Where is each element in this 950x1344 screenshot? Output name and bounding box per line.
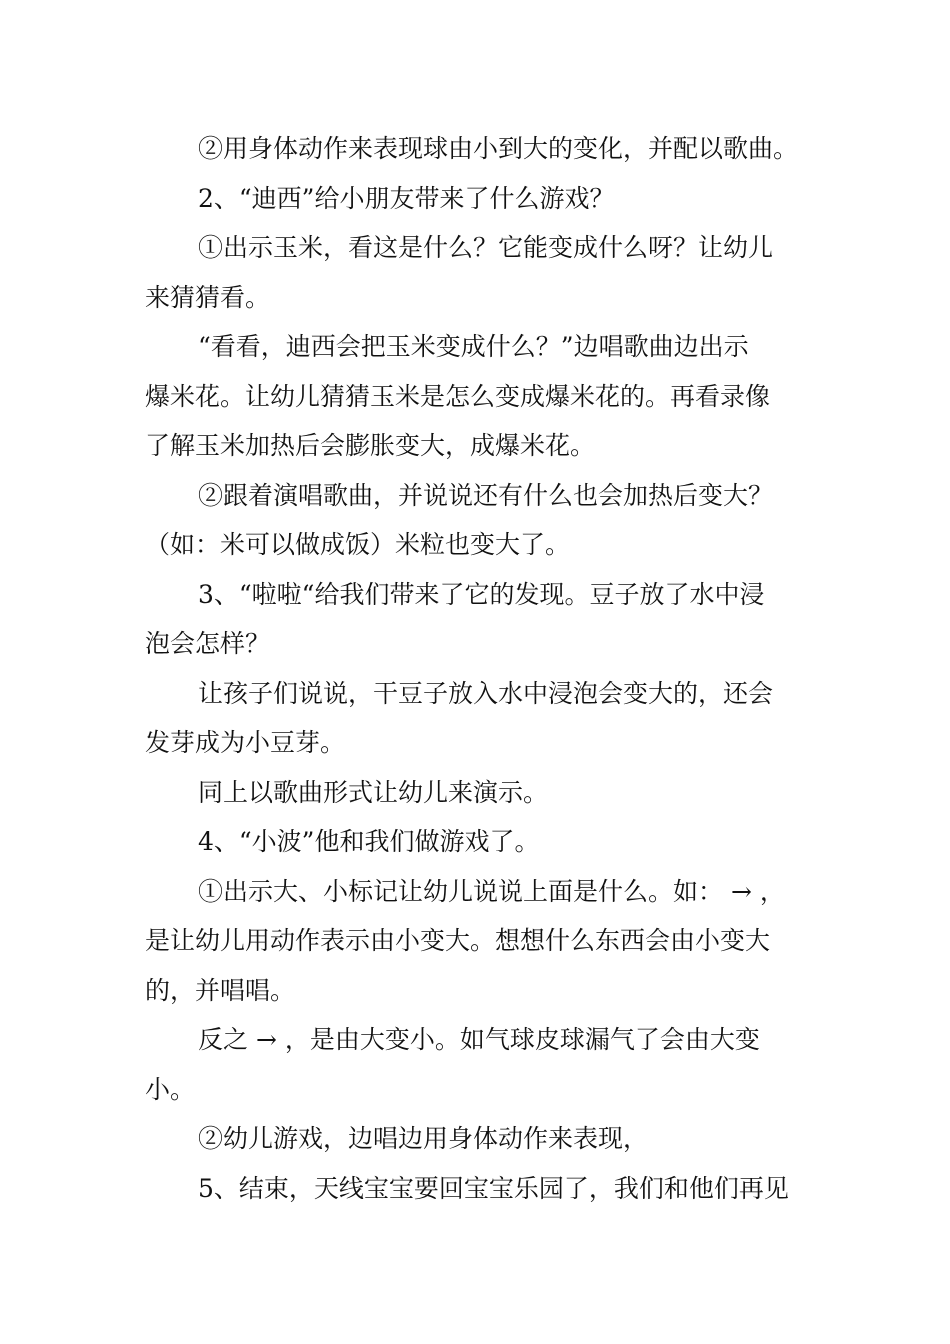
paragraph xyxy=(145,471,825,570)
text-line: ②幼儿游戏，边唱边用身体动作来表现， xyxy=(198,1124,649,1153)
text-line: 3、“啦啦“给我们带来了它的发现。豆子放了水中浸 xyxy=(198,579,765,609)
text-line: ②跟着演唱歌曲，并说说还有什么也会加热后变大？ xyxy=(198,480,774,510)
text-line: 的，并唱唱。 xyxy=(145,975,296,1005)
text-line: 2、“迪西”给小朋友带来了什么游戏？ xyxy=(198,183,615,213)
paragraph xyxy=(145,1015,825,1114)
paragraph xyxy=(145,669,825,768)
text-line: ②用身体动作来表现球由小到大的变化，并配以歌曲。 xyxy=(198,134,799,163)
document-body xyxy=(145,124,825,1213)
text-line: 是让幼儿用动作表示由小变大。想想什么东西会由小变大 xyxy=(145,926,771,955)
paragraph xyxy=(145,322,825,471)
text-line: 反之 → ，是由大变小。如气球皮球漏气了会由大变 xyxy=(198,1025,760,1054)
text-line: 爆米花。让幼儿猜猜玉米是怎么变成爆米花的。再看录像 xyxy=(145,381,771,411)
paragraph xyxy=(145,768,825,818)
text-line: 让孩子们说说，干豆子放入水中浸泡会变大的，还会 xyxy=(198,678,774,708)
text-line: 小。 xyxy=(145,1074,196,1104)
text-line: “看看，迪西会把玉米变成什么？”边唱歌曲边出示 xyxy=(198,332,749,361)
text-line: 泡会怎样？ xyxy=(145,629,271,658)
text-line: ①出示大、小标记让幼儿说说上面是什么。如： → ， xyxy=(198,876,785,906)
text-line: 了解玉米加热后会膨胀变大，成爆米花。 xyxy=(145,431,596,460)
paragraph xyxy=(145,124,825,174)
paragraph xyxy=(145,223,825,322)
text-line: 同上以歌曲形式让幼儿来演示。 xyxy=(198,777,549,807)
text-line: 发芽成为小豆芽。 xyxy=(145,728,346,757)
paragraph xyxy=(145,1114,825,1164)
paragraph xyxy=(145,570,825,669)
text-line: ①出示玉米，看这是什么？它能变成什么呀？让幼儿 xyxy=(198,233,774,262)
paragraph xyxy=(145,1164,825,1214)
text-line: 4、“小波”他和我们做游戏了。 xyxy=(198,827,540,856)
paragraph xyxy=(145,174,825,224)
paragraph xyxy=(145,867,825,1016)
text-line: （如：米可以做成饭）米粒也变大了。 xyxy=(145,530,571,559)
text-line: 来猜猜看。 xyxy=(145,282,271,312)
paragraph xyxy=(145,817,825,867)
text-line: 5、结束，天线宝宝要回宝宝乐园了，我们和他们再见 xyxy=(198,1173,789,1203)
